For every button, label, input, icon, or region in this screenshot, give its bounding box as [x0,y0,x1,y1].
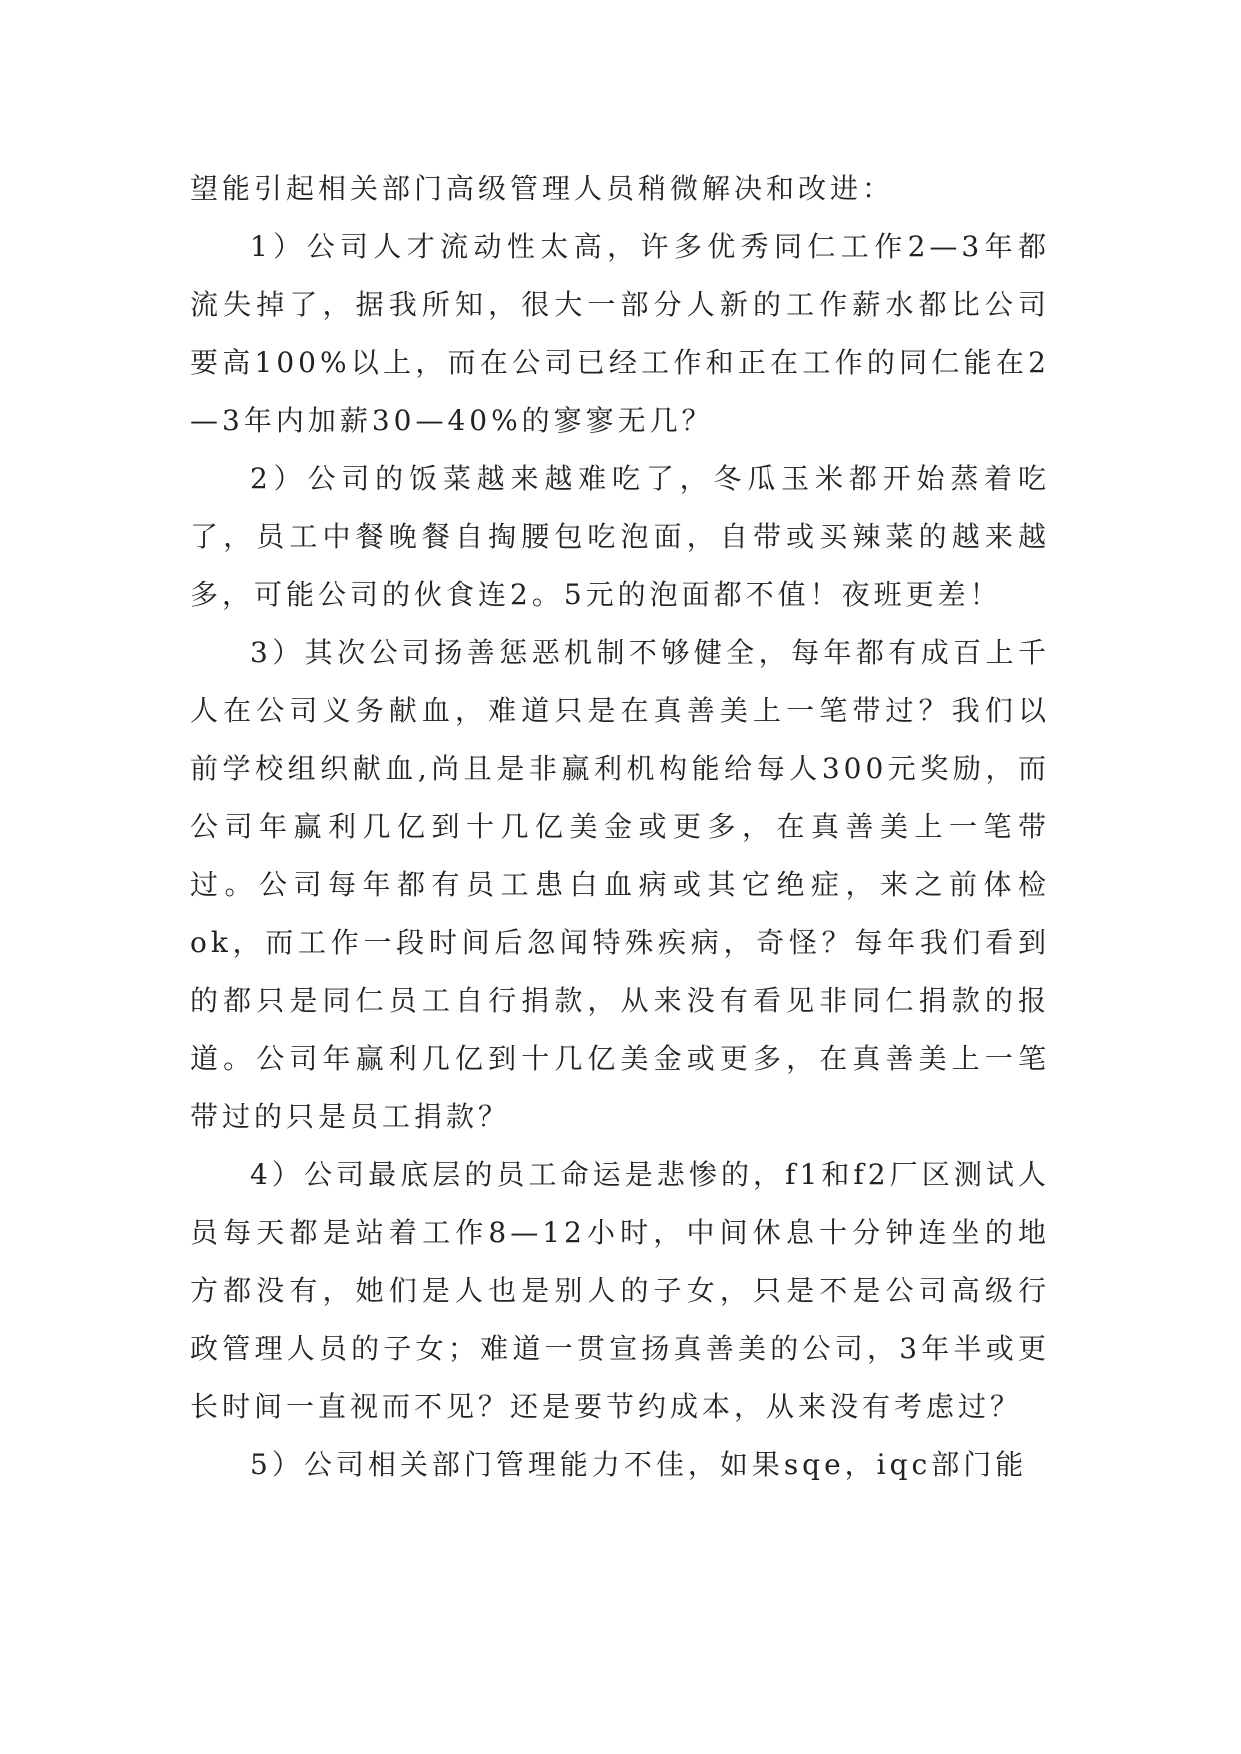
paragraph-point-1: 1）公司人才流动性太高，许多优秀同仁工作2—3年都流失掉了，据我所知，很大一部分人新的工作薪水都比公司要高100%以上，而在公司已经工作和正在工作的同仁能在2—3年内加薪30—40%的寥寥无几？ [190,230,1050,437]
paragraph-point-3: 3）其次公司扬善惩恶机制不够健全，每年都有成百上千人在公司义务献血，难道只是在真善美上一笔带过？我们以前学校组织献血,尚且是非赢利机构能给每人300元奖励，而公司年赢利几亿到十几亿美金或更多，在真善美上一笔带过。公司每年都有员工患白血病或其它绝症，来之前体检ok，而工作一段时间后忽闻特殊疾病，奇怪？每年我们看到的都只是同仁员工自行捐款，从来没有看见非同仁捐款的报道。公司年赢利几亿到十几亿美金或更多，在真善美上一笔带过的只是员工捐款？ [190,636,1050,1133]
document-body [190,160,1050,1494]
paragraph-intro: 望能引起相关部门高级管理人员稍微解决和改进： [190,172,895,205]
paragraph-point-4: 4）公司最底层的员工命运是悲惨的，f1和f2厂区测试人员每天都是站着工作8—12小时，中间休息十分钟连坐的地方都没有，她们是人也是别人的子女，只是不是公司高级行政管理人员的子女；难道一贯宣扬真善美的公司，3年半或更长时间一直视而不见？还是要节约成本，从来没有考虑过？ [190,1158,1050,1423]
paragraph-point-2: 2）公司的饭菜越来越难吃了，冬瓜玉米都开始蒸着吃了，员工中餐晚餐自掏腰包吃泡面，自带或买辣菜的越来越多，可能公司的伙食连2。5元的泡面都不值！夜班更差！ [190,462,1050,611]
paragraph-point-5: 5）公司相关部门管理能力不佳，如果sqe，iqc部门能 [250,1448,1028,1481]
